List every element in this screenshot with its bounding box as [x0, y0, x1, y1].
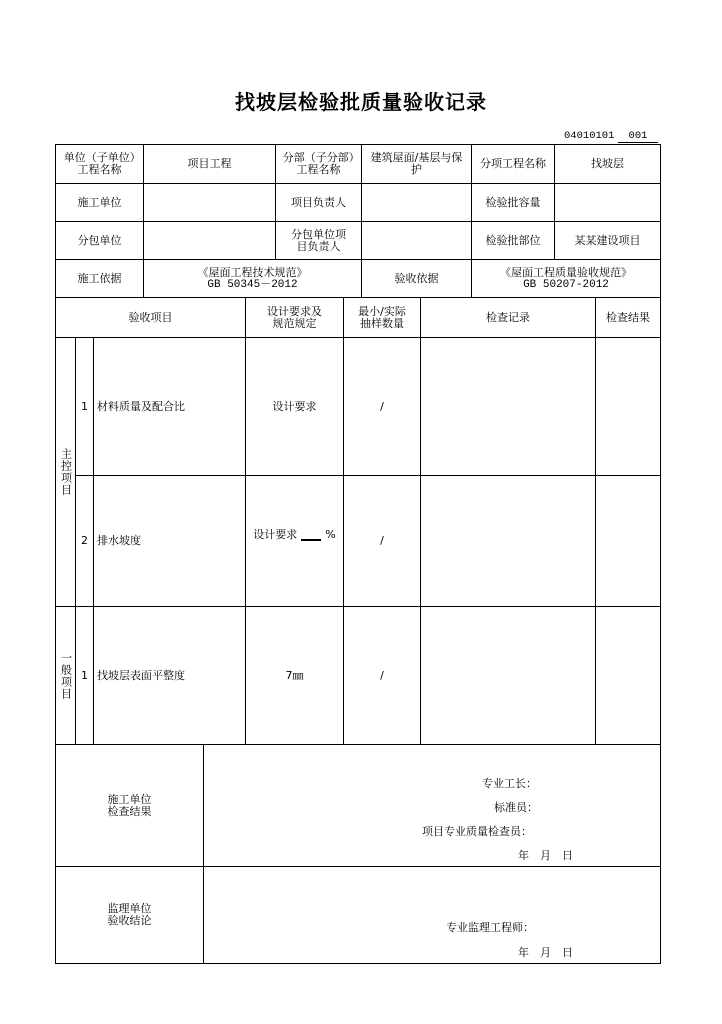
- row-item-name: 排水坡度: [97, 534, 141, 547]
- construction-check-line-1: 施工单位: [107, 792, 152, 806]
- col-design-line-1: 设计要求及: [267, 304, 322, 318]
- standard-officer-signature: 标准员：: [494, 801, 538, 814]
- division-label: 分部（子分部）工程名称: [282, 151, 355, 176]
- row-spec: 7㎜: [285, 668, 304, 682]
- col-sample-header: [344, 298, 420, 337]
- row-result: [596, 338, 660, 475]
- slope-blank: [301, 529, 321, 541]
- batch-capacity-value: [555, 184, 660, 221]
- acceptance-basis-label: 验收依据: [394, 271, 439, 285]
- constructor-value: [144, 184, 275, 221]
- project-lead-label: 项目负责人: [291, 195, 346, 209]
- spec-prefix: 设计要求: [253, 528, 298, 541]
- project-lead-value: [362, 184, 471, 221]
- col-sample-line-2: 抽样数量: [360, 316, 404, 330]
- division-value: 建筑屋面/基层与保护: [370, 151, 463, 176]
- col-record-header: 检查记录: [486, 310, 530, 324]
- row-record: [421, 476, 595, 606]
- doc-code: 04010101: [564, 130, 615, 142]
- basis-label: 施工依据: [77, 271, 122, 285]
- col-item-header: 验收项目: [128, 310, 173, 324]
- row-record: [421, 607, 595, 744]
- row-sample: /: [380, 534, 384, 547]
- subcontractor-label: 分包单位: [77, 233, 122, 247]
- col-result-header: 检查结果: [606, 310, 650, 324]
- acceptance-standard-name: 《屋面工程质量验收规范》: [500, 265, 632, 279]
- rule-v: [203, 744, 204, 964]
- general-group-label: 一般项目: [59, 651, 73, 700]
- acceptance-standard-code: GB 50207-2012: [523, 278, 609, 291]
- supervising-engineer-signature: 专业监理工程师：: [446, 921, 534, 934]
- row-number: 1: [81, 399, 88, 413]
- basis-standard-code: GB 50345－2012: [207, 278, 298, 291]
- row-result: [596, 476, 660, 606]
- col-design-line-2: 规范规定: [272, 316, 317, 330]
- col-sample-line-1: 最小/实际: [358, 304, 406, 318]
- row-item-name: 找坡层表面平整度: [97, 668, 185, 682]
- sub-lead-label: 分包单位项目负责人: [291, 227, 346, 253]
- row-sample: /: [380, 668, 384, 682]
- construction-check-line-2: 检查结果: [107, 804, 152, 818]
- construction-check-label: [56, 745, 203, 866]
- subcontractor-value: [144, 222, 275, 259]
- quality-inspector-signature: 项目专业质量检查员：: [422, 825, 532, 838]
- row-item-name: 材料质量及配合比: [97, 399, 185, 413]
- construction-check-date: 年 月 日: [518, 849, 573, 862]
- batch-location-label: 检验批部位: [485, 233, 541, 247]
- row-result: [596, 607, 660, 744]
- row-number: 2: [81, 534, 88, 547]
- row-spec: [246, 476, 343, 594]
- foreman-signature: 专业工长：: [482, 777, 537, 790]
- spec-unit: %: [325, 528, 336, 541]
- row-spec: 设计要求: [272, 399, 317, 413]
- page-title: 找坡层检验批质量验收记录: [235, 90, 487, 114]
- supervision-date: 年 月 日: [518, 946, 573, 959]
- row-number: 1: [81, 668, 88, 682]
- constructor-label: 施工单位: [77, 195, 122, 209]
- batch-capacity-label: 检验批容量: [485, 195, 541, 209]
- subitem-value: 找坡层: [591, 157, 624, 170]
- supervision-label: [56, 867, 203, 963]
- basis-value: [144, 260, 361, 297]
- unit-label: 单位（子单位）工程名称: [63, 151, 136, 176]
- main-control-group-label: 主控项目: [59, 448, 73, 496]
- supervision-line-2: 验收结论: [107, 914, 152, 927]
- basis-standard-name: 《屋面工程技术规范》: [197, 265, 308, 279]
- row-record: [421, 338, 595, 475]
- row-sample: /: [380, 399, 384, 413]
- sub-lead-value: [362, 222, 471, 259]
- col-design-header: [246, 298, 343, 337]
- acceptance-basis-value: [472, 260, 660, 297]
- supervision-line-1: 监理单位: [107, 902, 152, 915]
- subitem-label: 分项工程名称: [480, 157, 546, 170]
- batch-location-value: 某某建设项目: [574, 233, 641, 247]
- doc-serial: 001: [618, 130, 658, 143]
- unit-value: 项目工程: [187, 157, 232, 170]
